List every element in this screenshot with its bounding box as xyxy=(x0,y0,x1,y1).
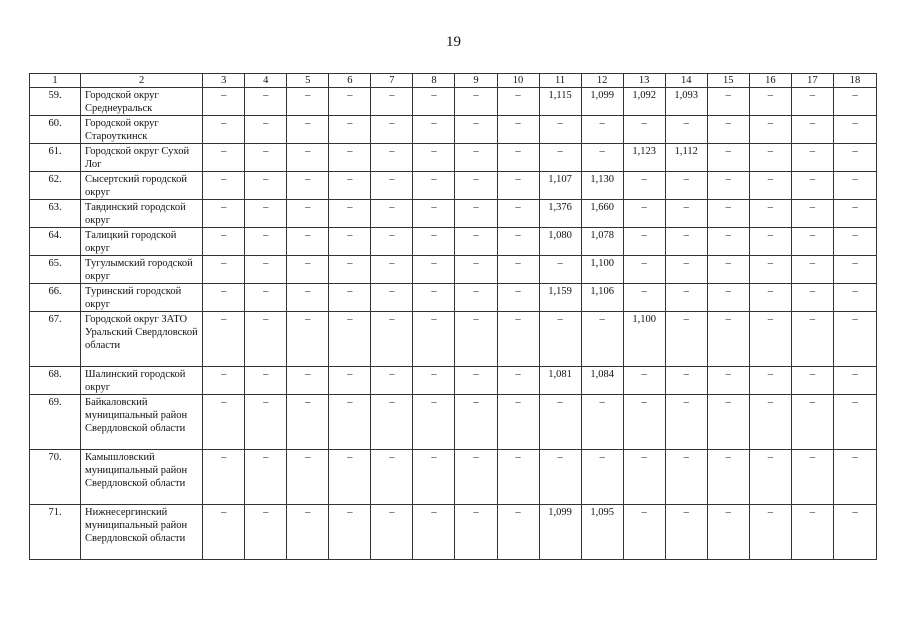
table-cell: – xyxy=(749,367,791,395)
table-cell: – xyxy=(497,228,539,256)
table-cell: – xyxy=(497,88,539,116)
table-cell: – xyxy=(707,88,749,116)
row-number: 65. xyxy=(30,256,81,284)
table-cell: – xyxy=(833,144,876,172)
table-cell: – xyxy=(413,284,455,312)
table-cell: – xyxy=(833,450,876,505)
table-cell: – xyxy=(203,312,245,367)
table-cell: 1,159 xyxy=(539,284,581,312)
table-cell: – xyxy=(287,200,329,228)
table-cell: – xyxy=(833,395,876,450)
table-cell: – xyxy=(371,172,413,200)
row-number: 68. xyxy=(30,367,81,395)
table-cell: – xyxy=(245,144,287,172)
table-cell: – xyxy=(203,395,245,450)
table-row xyxy=(30,367,877,395)
table-cell: – xyxy=(371,88,413,116)
table-cell: 1,093 xyxy=(665,88,707,116)
table-cell: – xyxy=(245,116,287,144)
table-cell: – xyxy=(455,200,497,228)
municipality-name: Нижнесергинский муниципальный район Свердловской области xyxy=(81,505,203,560)
table-cell: – xyxy=(203,284,245,312)
column-header: 2 xyxy=(81,74,203,88)
table-cell: – xyxy=(287,144,329,172)
table-cell: – xyxy=(749,172,791,200)
table-cell: – xyxy=(245,284,287,312)
table-cell: – xyxy=(497,505,539,560)
table-cell: – xyxy=(245,200,287,228)
table-cell: – xyxy=(665,505,707,560)
table-cell: – xyxy=(623,395,665,450)
table-cell: – xyxy=(455,256,497,284)
table-cell: – xyxy=(203,228,245,256)
table-body xyxy=(30,88,877,560)
table-cell: – xyxy=(245,256,287,284)
table-cell: – xyxy=(539,144,581,172)
municipality-name: Байкаловский муниципальный район Свердловской области xyxy=(81,395,203,450)
table-cell: – xyxy=(749,88,791,116)
table-cell: – xyxy=(287,505,329,560)
table-cell: – xyxy=(245,367,287,395)
table-cell: – xyxy=(623,505,665,560)
table-cell: – xyxy=(287,312,329,367)
table-cell: – xyxy=(749,284,791,312)
table-cell: – xyxy=(497,172,539,200)
table-cell: 1,376 xyxy=(539,200,581,228)
table-cell: – xyxy=(497,367,539,395)
table-cell: 1,106 xyxy=(581,284,623,312)
column-header: 5 xyxy=(287,74,329,88)
table-cell: – xyxy=(749,200,791,228)
page-number: 19 xyxy=(446,34,461,50)
table-row xyxy=(30,312,877,367)
table-cell: 1,100 xyxy=(581,256,623,284)
table-cell: – xyxy=(203,144,245,172)
table-cell: – xyxy=(791,172,833,200)
table-cell: – xyxy=(833,312,876,367)
column-header: 4 xyxy=(245,74,287,88)
table-cell: – xyxy=(371,116,413,144)
table-cell: – xyxy=(413,395,455,450)
column-header: 9 xyxy=(455,74,497,88)
table-cell: – xyxy=(371,284,413,312)
table-cell: 1,099 xyxy=(581,88,623,116)
table-cell: – xyxy=(329,312,371,367)
table-cell: – xyxy=(497,200,539,228)
table-cell: – xyxy=(749,505,791,560)
municipality-name: Городской округ Среднеуральск xyxy=(81,88,203,116)
municipality-name: Шалинский городской округ xyxy=(81,367,203,395)
municipality-name: Тавдинский городской округ xyxy=(81,200,203,228)
table-cell: – xyxy=(203,505,245,560)
table-cell: – xyxy=(329,256,371,284)
table-cell: – xyxy=(791,256,833,284)
table-cell: – xyxy=(329,144,371,172)
table-row xyxy=(30,395,877,450)
table-cell: – xyxy=(287,367,329,395)
table-cell: – xyxy=(329,228,371,256)
table-cell: – xyxy=(413,88,455,116)
table-cell: – xyxy=(413,450,455,505)
table-cell: – xyxy=(287,228,329,256)
table-cell: – xyxy=(623,256,665,284)
table-cell: – xyxy=(749,450,791,505)
table-cell: – xyxy=(623,200,665,228)
column-header: 13 xyxy=(623,74,665,88)
table-cell: – xyxy=(791,144,833,172)
table-cell: – xyxy=(665,228,707,256)
column-header: 14 xyxy=(665,74,707,88)
column-header: 11 xyxy=(539,74,581,88)
table-cell: – xyxy=(413,144,455,172)
row-number: 71. xyxy=(30,505,81,560)
table-cell: – xyxy=(287,256,329,284)
table-row xyxy=(30,116,877,144)
table-cell: – xyxy=(455,367,497,395)
table-cell: – xyxy=(539,256,581,284)
table-cell: – xyxy=(203,367,245,395)
table-row xyxy=(30,172,877,200)
table-cell: – xyxy=(707,312,749,367)
table-cell: – xyxy=(623,367,665,395)
table-cell: – xyxy=(413,256,455,284)
row-number: 61. xyxy=(30,144,81,172)
table-cell: – xyxy=(623,450,665,505)
table-cell: – xyxy=(413,505,455,560)
table-cell: 1,080 xyxy=(539,228,581,256)
table-cell: – xyxy=(581,312,623,367)
municipality-name: Камышловский муниципальный район Свердловской области xyxy=(81,450,203,505)
row-number: 62. xyxy=(30,172,81,200)
table-cell: – xyxy=(329,284,371,312)
table-cell: – xyxy=(245,450,287,505)
table-cell: – xyxy=(791,312,833,367)
table-cell: – xyxy=(581,450,623,505)
table-cell: – xyxy=(707,116,749,144)
table-cell: – xyxy=(623,172,665,200)
table-cell: – xyxy=(791,395,833,450)
table-cell: – xyxy=(371,395,413,450)
table-cell: – xyxy=(833,228,876,256)
table-cell: – xyxy=(455,395,497,450)
table-cell: – xyxy=(497,284,539,312)
table-cell: – xyxy=(287,450,329,505)
table-cell: – xyxy=(833,88,876,116)
table-cell: – xyxy=(833,505,876,560)
table-cell: – xyxy=(665,312,707,367)
municipality-name: Городской округ ЗАТО Уральский Свердловской области xyxy=(81,312,203,367)
table-cell: – xyxy=(749,228,791,256)
table-cell: – xyxy=(329,116,371,144)
table-cell: 1,107 xyxy=(539,172,581,200)
table-cell: – xyxy=(791,367,833,395)
table-cell: – xyxy=(791,450,833,505)
table-cell: 1,130 xyxy=(581,172,623,200)
table-cell: 1,084 xyxy=(581,367,623,395)
column-header: 7 xyxy=(371,74,413,88)
table-row xyxy=(30,228,877,256)
row-number: 69. xyxy=(30,395,81,450)
table-cell: – xyxy=(455,228,497,256)
table-cell: – xyxy=(623,284,665,312)
table-cell: – xyxy=(707,228,749,256)
table-cell: – xyxy=(749,256,791,284)
column-header: 1 xyxy=(30,74,81,88)
table-cell: – xyxy=(287,172,329,200)
table-cell: – xyxy=(329,395,371,450)
table-cell: – xyxy=(707,395,749,450)
municipality-name: Талицкий городской округ xyxy=(81,228,203,256)
table-cell: – xyxy=(623,228,665,256)
table-cell: 1,095 xyxy=(581,505,623,560)
table-cell: – xyxy=(455,144,497,172)
table-cell: – xyxy=(245,312,287,367)
table-cell: – xyxy=(581,144,623,172)
table-cell: – xyxy=(497,450,539,505)
table-cell: – xyxy=(203,256,245,284)
table-row xyxy=(30,88,877,116)
table-row xyxy=(30,505,877,560)
table-cell: – xyxy=(665,172,707,200)
table-cell: – xyxy=(371,144,413,172)
table-cell: – xyxy=(455,450,497,505)
table-cell: – xyxy=(539,116,581,144)
table-cell: – xyxy=(707,144,749,172)
table-cell: – xyxy=(581,116,623,144)
table-cell: – xyxy=(203,116,245,144)
column-header: 8 xyxy=(413,74,455,88)
table-row xyxy=(30,256,877,284)
table-cell: – xyxy=(665,395,707,450)
table-cell: – xyxy=(413,116,455,144)
table-cell: – xyxy=(329,88,371,116)
municipality-name: Городской округ Сухой Лог xyxy=(81,144,203,172)
table-cell: – xyxy=(665,256,707,284)
table-cell: – xyxy=(665,200,707,228)
table-cell: – xyxy=(371,367,413,395)
municipality-name: Городской округ Староуткинск xyxy=(81,116,203,144)
table-row xyxy=(30,144,877,172)
column-header: 12 xyxy=(581,74,623,88)
column-header: 18 xyxy=(833,74,876,88)
table-cell: – xyxy=(329,172,371,200)
table-cell: – xyxy=(329,505,371,560)
table-cell: – xyxy=(749,312,791,367)
table-cell: – xyxy=(665,284,707,312)
column-header: 15 xyxy=(707,74,749,88)
column-header: 10 xyxy=(497,74,539,88)
table-cell: – xyxy=(497,116,539,144)
table-cell: – xyxy=(833,172,876,200)
table-cell: – xyxy=(245,172,287,200)
table-cell: – xyxy=(329,367,371,395)
table-cell: – xyxy=(539,312,581,367)
table-cell: – xyxy=(749,395,791,450)
table-cell: – xyxy=(455,172,497,200)
table-cell: – xyxy=(497,312,539,367)
table-cell: – xyxy=(791,228,833,256)
table-cell: – xyxy=(245,505,287,560)
table-cell: – xyxy=(749,116,791,144)
table-cell: – xyxy=(707,200,749,228)
table-row xyxy=(30,450,877,505)
table-cell: – xyxy=(371,256,413,284)
data-table xyxy=(29,73,877,560)
column-header: 17 xyxy=(791,74,833,88)
table-cell: – xyxy=(455,505,497,560)
column-header: 6 xyxy=(329,74,371,88)
table-cell: – xyxy=(833,367,876,395)
table-cell: – xyxy=(707,505,749,560)
table-cell: – xyxy=(791,200,833,228)
table-cell: – xyxy=(203,88,245,116)
table-cell: – xyxy=(833,116,876,144)
column-header: 16 xyxy=(749,74,791,88)
table-cell: – xyxy=(203,200,245,228)
table-header-row xyxy=(30,74,877,88)
table-cell: – xyxy=(665,450,707,505)
table-cell: – xyxy=(623,116,665,144)
table-cell: – xyxy=(203,172,245,200)
table-cell: – xyxy=(413,312,455,367)
row-number: 60. xyxy=(30,116,81,144)
table-cell: – xyxy=(455,312,497,367)
row-number: 59. xyxy=(30,88,81,116)
table-cell: – xyxy=(413,172,455,200)
municipality-name: Туринский городской округ xyxy=(81,284,203,312)
table-cell: – xyxy=(287,88,329,116)
table-cell: – xyxy=(413,367,455,395)
table-cell: – xyxy=(581,395,623,450)
table-cell: – xyxy=(665,367,707,395)
row-number: 64. xyxy=(30,228,81,256)
table-cell: 1,112 xyxy=(665,144,707,172)
table-cell: – xyxy=(329,450,371,505)
table-cell: – xyxy=(455,116,497,144)
table-cell: 1,092 xyxy=(623,88,665,116)
table-cell: – xyxy=(371,228,413,256)
table-cell: 1,115 xyxy=(539,88,581,116)
table-cell: – xyxy=(287,395,329,450)
table-cell: – xyxy=(371,450,413,505)
table-cell: – xyxy=(371,505,413,560)
table-cell: – xyxy=(245,228,287,256)
table-cell: – xyxy=(791,505,833,560)
table-cell: – xyxy=(245,88,287,116)
table-cell: – xyxy=(287,284,329,312)
row-number: 66. xyxy=(30,284,81,312)
table-cell: – xyxy=(497,144,539,172)
table-cell: – xyxy=(707,256,749,284)
table-cell: – xyxy=(707,450,749,505)
table-cell: – xyxy=(791,116,833,144)
table-cell: – xyxy=(413,200,455,228)
table-cell: – xyxy=(287,116,329,144)
column-header: 3 xyxy=(203,74,245,88)
row-number: 67. xyxy=(30,312,81,367)
table-cell: – xyxy=(707,172,749,200)
table-cell: 1,660 xyxy=(581,200,623,228)
table-cell: 1,081 xyxy=(539,367,581,395)
table-cell: 1,100 xyxy=(623,312,665,367)
table-cell: – xyxy=(665,116,707,144)
table-cell: – xyxy=(539,450,581,505)
table-cell: 1,078 xyxy=(581,228,623,256)
table-cell: – xyxy=(497,395,539,450)
table-cell: 1,123 xyxy=(623,144,665,172)
table-row xyxy=(30,284,877,312)
row-number: 70. xyxy=(30,450,81,505)
table-cell: – xyxy=(749,144,791,172)
table-cell: 1,099 xyxy=(539,505,581,560)
table-cell: – xyxy=(791,284,833,312)
table-cell: – xyxy=(791,88,833,116)
municipality-name: Сысертский городской округ xyxy=(81,172,203,200)
table-cell: – xyxy=(413,228,455,256)
table-cell: – xyxy=(329,200,371,228)
table-cell: – xyxy=(539,395,581,450)
table-cell: – xyxy=(371,200,413,228)
table-cell: – xyxy=(455,88,497,116)
table-cell: – xyxy=(371,312,413,367)
table-cell: – xyxy=(707,284,749,312)
municipality-name: Тугулымский городской округ xyxy=(81,256,203,284)
table-cell: – xyxy=(245,395,287,450)
row-number: 63. xyxy=(30,200,81,228)
table-row xyxy=(30,200,877,228)
table-cell: – xyxy=(455,284,497,312)
table-cell: – xyxy=(833,256,876,284)
table-cell: – xyxy=(203,450,245,505)
table-cell: – xyxy=(833,284,876,312)
table-cell: – xyxy=(707,367,749,395)
table-cell: – xyxy=(833,200,876,228)
table-cell: – xyxy=(497,256,539,284)
